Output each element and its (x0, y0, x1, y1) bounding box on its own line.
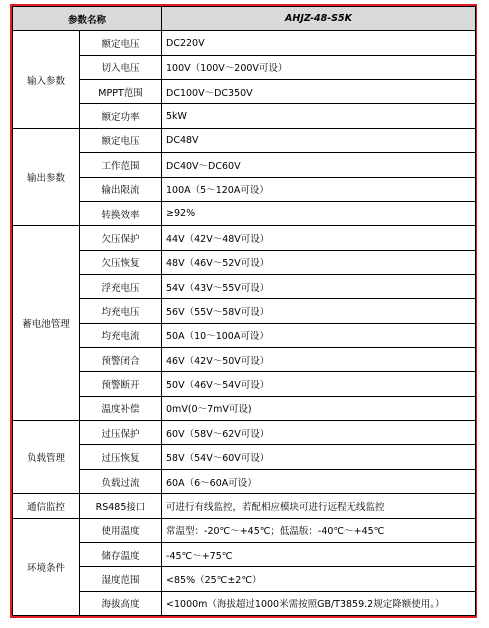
group-label: 蓄电池管理 (13, 226, 80, 421)
param-value: 46V（42V～50V可设） (162, 348, 476, 372)
table-row (13, 348, 476, 372)
param-value: 44V（42V～48V可设） (162, 226, 476, 250)
group-label: 负载管理 (13, 421, 80, 494)
param-value: <85%（25℃±2℃） (162, 567, 476, 591)
param-item: 使用温度 (80, 518, 162, 542)
param-item: 均充电流 (80, 323, 162, 347)
spec-table (12, 6, 476, 616)
header-model: AHJZ-48-S5K (162, 7, 476, 31)
table-row (13, 518, 476, 542)
param-item: RS485接口 (80, 494, 162, 518)
param-value: 50V（46V～54V可设） (162, 372, 476, 396)
param-item: 额定功率 (80, 104, 162, 128)
param-value: <1000m（海拔超过1000米需按照GB/T3859.2规定降额使用。） (162, 591, 476, 615)
param-value: 48V（46V～52V可设） (162, 250, 476, 274)
table-row (13, 567, 476, 591)
table-row (13, 323, 476, 347)
table-row (13, 591, 476, 615)
param-value: 100A（5～120A可设） (162, 177, 476, 201)
group-label: 环境条件 (13, 518, 80, 615)
param-item: 预警断开 (80, 372, 162, 396)
param-value: 常温型：-20℃～+45℃；低温版：-40℃～+45℃ (162, 518, 476, 542)
param-value: 可进行有线监控，若配相应模块可进行远程无线监控 (162, 494, 476, 518)
table-row (13, 421, 476, 445)
param-value: 50A（10～100A可设） (162, 323, 476, 347)
group-label: 输出参数 (13, 128, 80, 225)
param-item: MPPT范围 (80, 80, 162, 104)
table-row (13, 153, 476, 177)
table-row (13, 55, 476, 79)
param-value: 60A（6～60A可设） (162, 469, 476, 493)
table-row (13, 494, 476, 518)
table-row (13, 226, 476, 250)
param-item: 浮充电压 (80, 274, 162, 298)
param-item: 温度补偿 (80, 396, 162, 420)
param-item: 储存温度 (80, 542, 162, 566)
table-row (13, 299, 476, 323)
table-row (13, 542, 476, 566)
param-item: 过压恢复 (80, 445, 162, 469)
param-item: 过压保护 (80, 421, 162, 445)
param-value: 56V（55V～58V可设） (162, 299, 476, 323)
table-row (13, 250, 476, 274)
param-value: 54V（43V～55V可设） (162, 274, 476, 298)
param-item: 负载过流 (80, 469, 162, 493)
table-header-row (13, 7, 476, 31)
group-label: 通信监控 (13, 494, 80, 518)
param-value: 0mV(0～7mV可设) (162, 396, 476, 420)
header-param-name: 参数名称 (13, 7, 162, 31)
spec-sheet-frame (10, 4, 477, 618)
param-value: 5kW (162, 104, 476, 128)
param-value: 100V（100V～200V可设） (162, 55, 476, 79)
table-row (13, 469, 476, 493)
param-item: 湿度范围 (80, 567, 162, 591)
param-value: 58V（54V～60V可设） (162, 445, 476, 469)
table-row (13, 445, 476, 469)
param-value: 60V（58V～62V可设） (162, 421, 476, 445)
param-item: 均充电压 (80, 299, 162, 323)
param-value: DC40V～DC60V (162, 153, 476, 177)
param-item: 额定电压 (80, 128, 162, 152)
table-row (13, 128, 476, 152)
table-row (13, 201, 476, 225)
param-item: 额定电压 (80, 31, 162, 55)
param-value: DC100V～DC350V (162, 80, 476, 104)
param-item: 切入电压 (80, 55, 162, 79)
param-item: 欠压恢复 (80, 250, 162, 274)
param-item: 输出限流 (80, 177, 162, 201)
param-item: 工作范围 (80, 153, 162, 177)
table-row (13, 372, 476, 396)
param-item: 欠压保护 (80, 226, 162, 250)
group-label: 输入参数 (13, 31, 80, 128)
param-value: -45℃～+75℃ (162, 542, 476, 566)
param-item: 转换效率 (80, 201, 162, 225)
table-row (13, 274, 476, 298)
param-value: DC220V (162, 31, 476, 55)
param-item: 海拔高度 (80, 591, 162, 615)
param-value: DC48V (162, 128, 476, 152)
param-value: ≥92% (162, 201, 476, 225)
table-row (13, 177, 476, 201)
table-row (13, 104, 476, 128)
table-row (13, 80, 476, 104)
param-item: 预警闭合 (80, 348, 162, 372)
table-row (13, 31, 476, 55)
table-row (13, 396, 476, 420)
